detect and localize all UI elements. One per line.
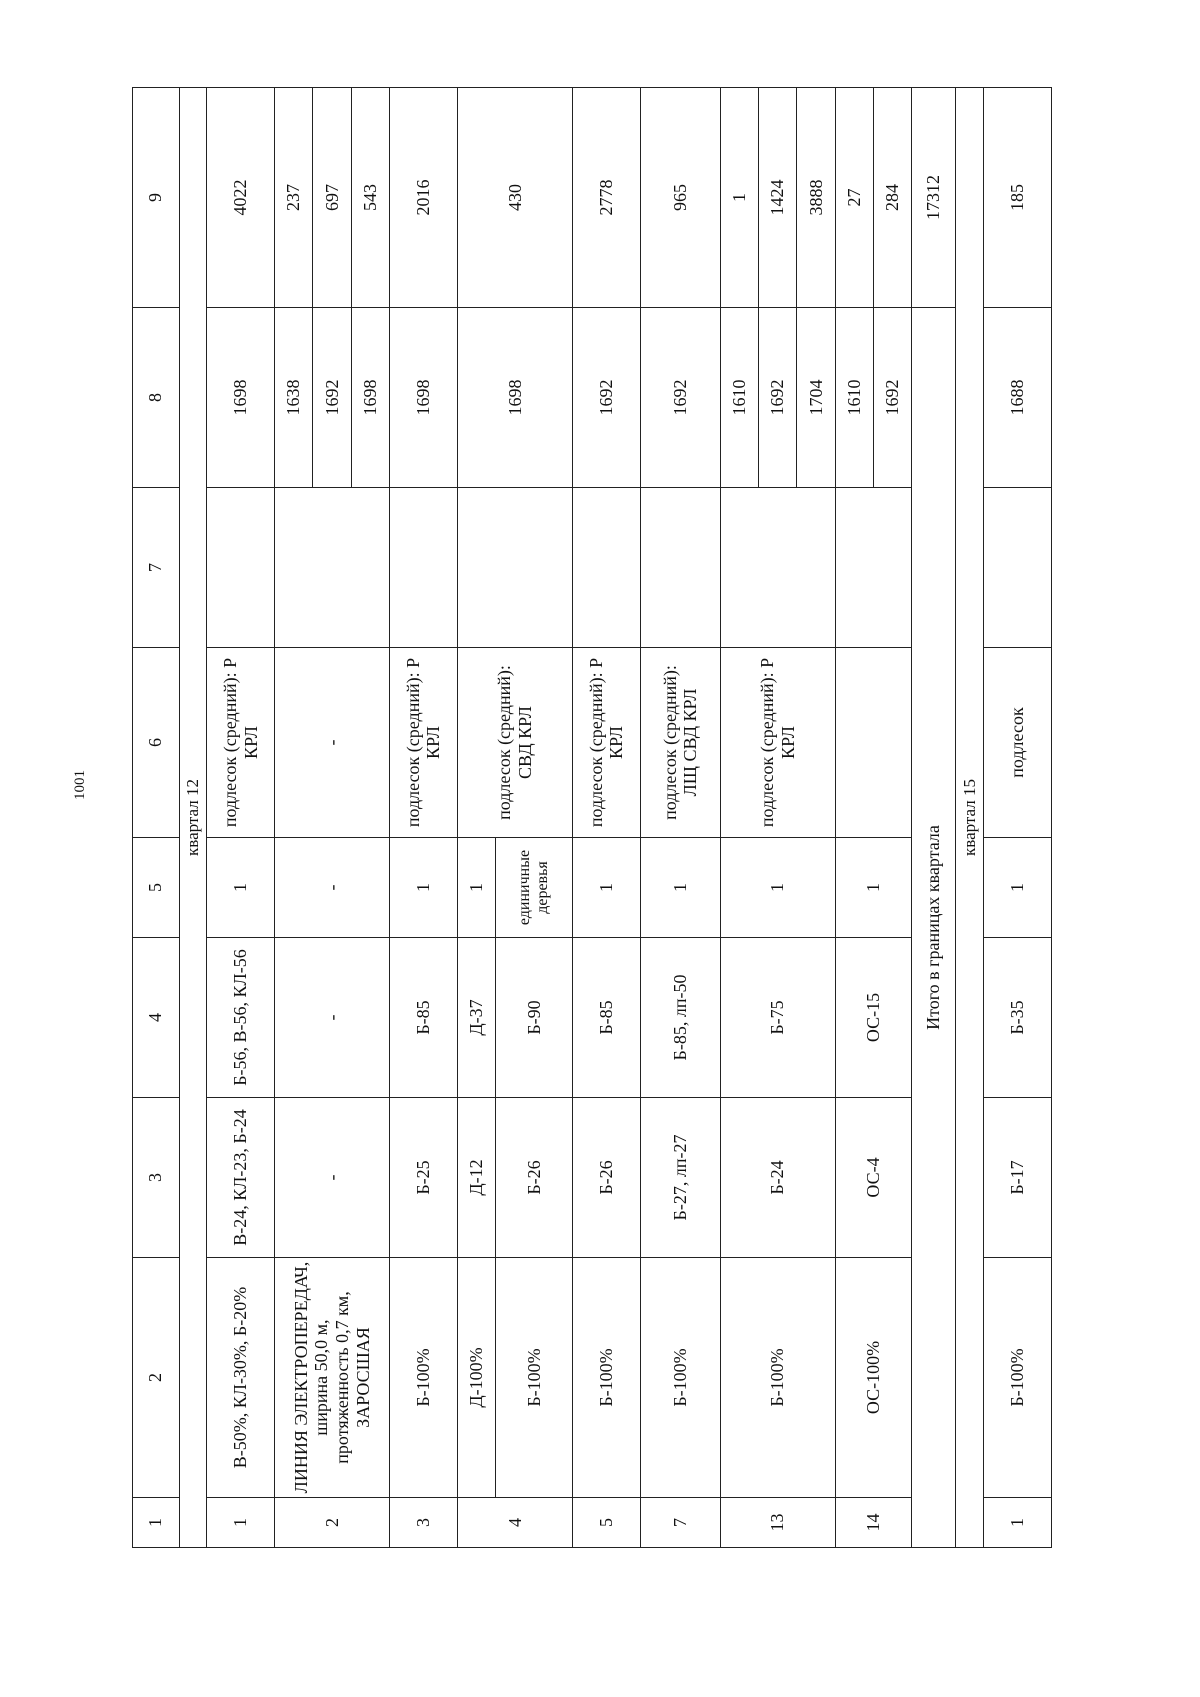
cell-height: Б-85, лп-50 (640, 938, 720, 1098)
cell-col9: 1424 (759, 88, 797, 308)
cell-col7 (640, 488, 720, 648)
cell-undergrowth: подлесок (средний): Р КРЛ (207, 648, 275, 838)
cell-undergrowth: подлесок (средний): Р КРЛ (720, 648, 835, 838)
cell-plot: 1 (983, 1498, 1051, 1548)
cell-height: Б-90 (496, 938, 572, 1098)
cell-density: 1 (572, 838, 640, 938)
cell-plot: 5 (572, 1498, 640, 1548)
total-value: 17312 (912, 88, 956, 308)
cell-col8: 1698 (458, 308, 573, 488)
cell-undergrowth: подлесок (983, 648, 1051, 838)
cell-col9: 430 (458, 88, 573, 308)
cell-composition: Б-100% (640, 1258, 720, 1498)
cell-height: Д-37 (458, 938, 496, 1098)
cell-col9: 237 (275, 88, 313, 308)
cell-col7 (275, 488, 390, 648)
cell-age: - (275, 1098, 390, 1258)
cell-col9: 2016 (389, 88, 457, 308)
page-number: 1001 (72, 770, 88, 800)
cell-age: Б-25 (389, 1098, 457, 1258)
cell-col8: 1638 (275, 308, 313, 488)
cell-col7 (983, 488, 1051, 648)
cell-composition: ЛИНИЯ ЭЛЕКТРОПЕРЕДАЧ, ширина 50,0 м, протяженность 0,7 км, ЗАРОСШАЯ (275, 1258, 390, 1498)
section-title-quarter-12: квартал 12 (179, 88, 206, 1548)
column-header: 7 (133, 488, 180, 648)
cell-composition: Б-100% (983, 1258, 1051, 1498)
column-header: 9 (133, 88, 180, 308)
rotated-table-wrapper (132, 88, 1052, 1548)
cell-composition: Д-100% (458, 1258, 496, 1498)
cell-density: 1 (389, 838, 457, 938)
cell-col8: 1692 (759, 308, 797, 488)
cell-undergrowth: - (275, 648, 390, 838)
section-row (179, 88, 206, 1548)
cell-density: 1 (720, 838, 835, 938)
section-title-quarter-15: квартал 15 (956, 88, 983, 1548)
table-row (640, 88, 720, 1548)
cell-age: В-24, КЛ-23, Б-24 (207, 1098, 275, 1258)
cell-age: Б-17 (983, 1098, 1051, 1258)
cell-density: 1 (207, 838, 275, 938)
cell-composition: ОС-100% (835, 1258, 911, 1498)
cell-height: Б-56, В-56, КЛ-56 (207, 938, 275, 1098)
cell-col9: 543 (351, 88, 389, 308)
cell-col8: 1704 (797, 308, 835, 488)
table-row (458, 88, 496, 1548)
cell-composition: Б-100% (572, 1258, 640, 1498)
cell-composition: Б-100% (389, 1258, 457, 1498)
cell-density: 1 (458, 838, 496, 938)
cell-height: - (275, 938, 390, 1098)
cell-col9: 3888 (797, 88, 835, 308)
cell-col8: 1698 (389, 308, 457, 488)
table-row (835, 88, 873, 1548)
cell-age: Б-26 (572, 1098, 640, 1258)
cell-col8: 1692 (640, 308, 720, 488)
cell-col8: 1688 (983, 308, 1051, 488)
cell-col8: 1692 (572, 308, 640, 488)
cell-age: Д-12 (458, 1098, 496, 1258)
cell-composition: Б-100% (496, 1258, 572, 1498)
cell-age: Б-26 (496, 1098, 572, 1258)
cell-col9: 4022 (207, 88, 275, 308)
cell-plot: 13 (720, 1498, 835, 1548)
cell-col7 (458, 488, 573, 648)
cell-col8: 1698 (207, 308, 275, 488)
cell-col8: 1692 (873, 308, 911, 488)
cell-age: ОС-4 (835, 1098, 911, 1258)
table-row (572, 88, 640, 1548)
cell-col9: 965 (640, 88, 720, 308)
total-row (912, 88, 956, 1548)
total-label: Итого в границах квартала (912, 308, 956, 1548)
column-header: 5 (133, 838, 180, 938)
table-row (983, 88, 1051, 1548)
header-row (133, 88, 180, 1548)
cell-undergrowth: подлесок (средний): Р КРЛ (572, 648, 640, 838)
column-header: 8 (133, 308, 180, 488)
cell-col8: 1692 (313, 308, 351, 488)
section-row (956, 88, 983, 1548)
cell-composition: Б-100% (720, 1258, 835, 1498)
forest-inventory-table (132, 87, 1052, 1548)
cell-composition: В-50%, КЛ-30%, Б-20% (207, 1258, 275, 1498)
cell-col8: 1610 (835, 308, 873, 488)
table-row (389, 88, 457, 1548)
cell-undergrowth: подлесок (средний): СВД КРЛ (458, 648, 573, 838)
cell-col7 (720, 488, 835, 648)
cell-age: Б-24 (720, 1098, 835, 1258)
cell-height: ОС-15 (835, 938, 911, 1098)
cell-density: 1 (640, 838, 720, 938)
cell-height: Б-75 (720, 938, 835, 1098)
column-header: 6 (133, 648, 180, 838)
cell-undergrowth (835, 648, 911, 838)
cell-plot: 3 (389, 1498, 457, 1548)
cell-height: Б-85 (572, 938, 640, 1098)
column-header: 2 (133, 1258, 180, 1498)
cell-plot: 1 (207, 1498, 275, 1548)
cell-col9: 284 (873, 88, 911, 308)
cell-height: Б-35 (983, 938, 1051, 1098)
cell-density: 1 (983, 838, 1051, 938)
cell-col9: 2778 (572, 88, 640, 308)
cell-col9: 1 (720, 88, 758, 308)
cell-col8: 1698 (351, 308, 389, 488)
cell-col8: 1610 (720, 308, 758, 488)
column-header: 1 (133, 1498, 180, 1548)
cell-col9: 27 (835, 88, 873, 308)
cell-col7 (835, 488, 911, 648)
column-header: 4 (133, 938, 180, 1098)
table-row (275, 88, 313, 1548)
cell-undergrowth: подлесок (средний): Р КРЛ (389, 648, 457, 838)
cell-col9: 697 (313, 88, 351, 308)
cell-density: 1 (835, 838, 911, 938)
cell-density: - (275, 838, 390, 938)
cell-col7 (389, 488, 457, 648)
cell-col9: 185 (983, 88, 1051, 308)
cell-plot: 4 (458, 1498, 573, 1548)
cell-plot: 2 (275, 1498, 390, 1548)
table-row (720, 88, 758, 1548)
cell-age: Б-27, лп-27 (640, 1098, 720, 1258)
cell-plot: 7 (640, 1498, 720, 1548)
cell-density: единичные деревья (496, 838, 572, 938)
cell-col7 (572, 488, 640, 648)
cell-col7 (207, 488, 275, 648)
cell-undergrowth: подлесок (средний): ЛЩ СВД КРЛ (640, 648, 720, 838)
column-header: 3 (133, 1098, 180, 1258)
cell-height: Б-85 (389, 938, 457, 1098)
cell-plot: 14 (835, 1498, 911, 1548)
table-row (207, 88, 275, 1548)
